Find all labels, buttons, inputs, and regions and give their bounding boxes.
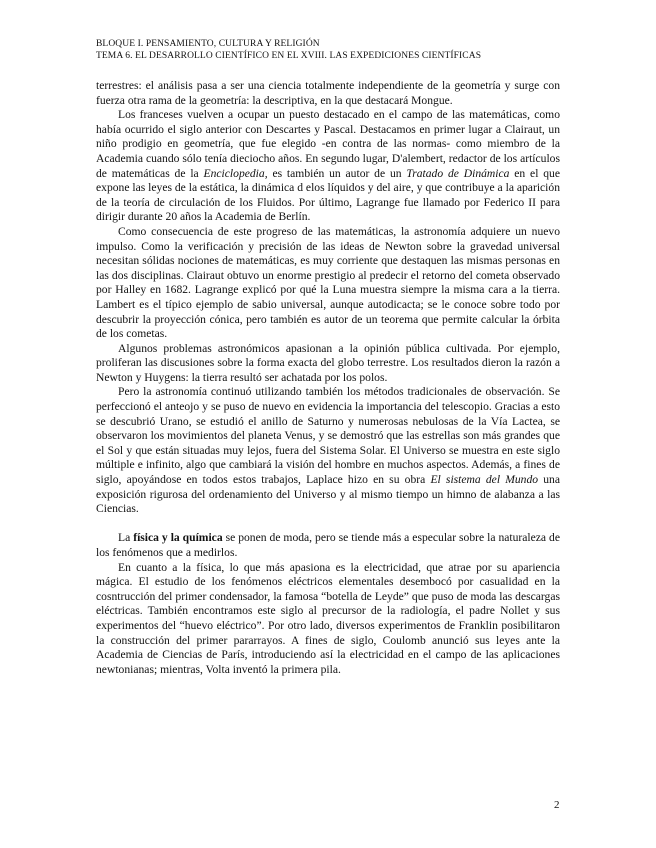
page-number: 2 (554, 799, 560, 811)
text-run: Pero la astronomía continuó utilizando también los métodos tradicionales de observación. Se perfeccionó el anteojo y se puso de nuevo en evidencia la importancia del telescopio. Gracias a esto se descubrió Urano, se estudió el anillo de Saturno y numerosas nebulosas de la Vía Lactea, se observaron los movimientos del planeta Venus, y se demostró que las estrellas son más grandes que el Sol y que están situadas muy lejos, fuera del Sistema Solar. El Universo se muestra en este siglo múltiple e infinito, algo que cambiará la visión del hombre en muchos aspectos. Además, a fines de siglo, apoyándose en todos estos trabajos, Laplace hizo en su obra (96, 385, 560, 487)
header-topic-title: TEMA 6. EL DESARROLLO CIENTÍFICO EN EL XVIII. LAS EXPEDICIONES CIENTÍFICAS (96, 51, 482, 61)
emphasis-tratado: Tratado de Dinámica (406, 166, 510, 180)
paragraph-physics-chemistry (96, 531, 560, 560)
paragraph-electricity: En cuanto a la física, lo que más apasiona es la electricidad, que atrae por su apariencia mágica. El estudio de los fenómenos eléctricos elementales desembocó por casualidad en la cosntrucción del primer condensador, la famosa “botella de Leyde” que puso de moda las descargas eléctricas. También encontramos este siglo al precursor de la radiología, el padre Nollet y sus experimentos del “huevo eléctrico”. Por otro lado, diversos experimentos de Franklin posibilitaron la construcción del primer pararrayos. A fines de siglo, Coulomb anunció sus leyes ante la Academia de Ciencias de París, introduciendo así la electricidad en el campo de las aplicaciones newtonianas; mientras, Volta inventó la primera pila. (96, 560, 560, 676)
text-run: es también un autor de un (267, 166, 407, 180)
running-header (96, 38, 481, 62)
paragraph-astronomy: Como consecuencia de este progreso de las matemáticas, la astronomía adquiere un nuevo impulso. Como la verificación y precisión de las ideas de Newton sobre la gravedad universal necesitan sólidas nociones de matemáticas, es muy corriente que destaquen las mismas personas en las dos disciplinas. Clairaut obtuvo un enorme prestigio al predecir el retorno del cometa observado por Halley en 1682. Lagrange explicó por qué la Luna muestra siempre la misma cara a la tierra. Lambert es el típico ejemplo de sabio universal, aunque autodicacta; se le conoce sobre todo por descubrir la proyección cónica, pero también es autor de un teorema que permite calcular la órbita de los cometas. (96, 224, 560, 341)
emphasis-enciclopedia: Enciclopedia, (203, 166, 268, 180)
paragraph-public-opinion: Algunos problemas astronómicos apasionan a la opinión pública cultivada. Por ejemplo, proliferan las discusiones sobre la forma exacta del globo terrestre. Los resultados dieron la razón a Newton y Huygens: la tierra resultó ser achatada por los polos. (96, 341, 560, 384)
header-block-title: BLOQUE I. PENSAMIENTO, CULTURA Y RELIGIÓN (96, 39, 320, 49)
emphasis-sistema-mundo: El sistema del Mundo (430, 473, 539, 487)
paragraph-french-mathematicians (96, 108, 560, 225)
paragraph-geometry: terrestres: el análisis pasa a ser una ciencia totalmente independiente de la geometría y surge con fuerza otra rama de la geometría: la descriptiva, en la que destacará Mongue. (96, 79, 560, 107)
paragraph-observation (96, 385, 560, 516)
text-run: una exposición rigurosa del ordenamiento del Universo y al mismo tiempo un himno de alabanza a las Ciencias. (96, 473, 560, 516)
text-run: en el que expone las leyes de la estática, la dinámica d elos líquidos y del aire, y que contribuye a la aparición de la teoría de circulación de los Fluidos. Por último, Lagrange fue llamado por Federico II para dirigir durante 20 años la Academia de Berlín. (96, 166, 560, 224)
document-body (96, 79, 560, 677)
strong-fisica-quimica: física y la química (133, 531, 223, 545)
text-run: se ponen de moda, pero se tiende más a especular sobre la naturaleza de los fenómenos que a medirlos. (96, 531, 560, 559)
text-run: La (118, 531, 134, 545)
text-run: Los franceses vuelven a ocupar un puesto destacado en el campo de las matemáticas, como había ocurrido el siglo anterior con Descartes y Pascal. Destacamos en primer lugar a Clairaut, un niño prodigio en geometría, que fue elegido -en contra de las normas- como miembro de la Academia cuando sólo tenía dieciocho años. En segundo lugar, D'alembert, redactor de los artículos de matemáticas de la (96, 108, 560, 180)
